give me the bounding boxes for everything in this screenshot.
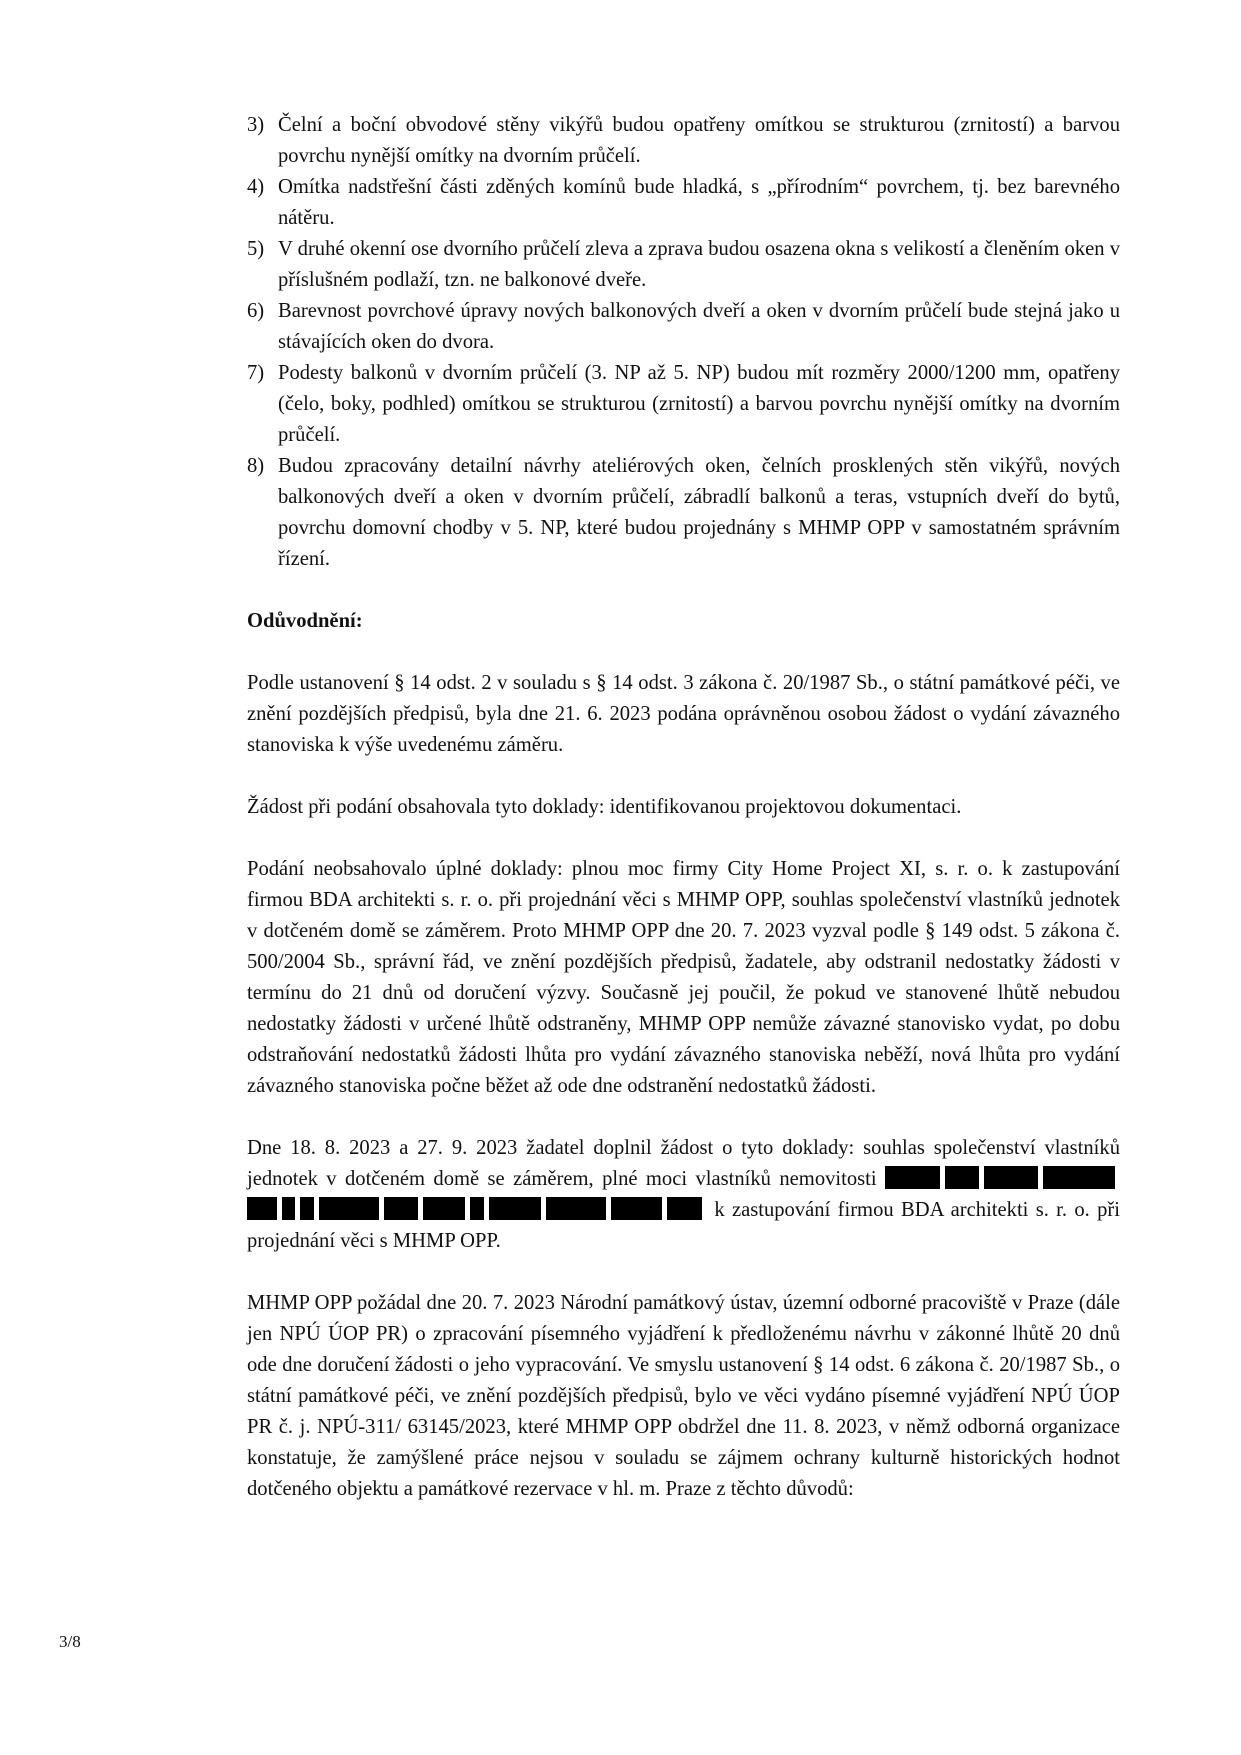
list-item (247, 296, 1120, 358)
list-item (247, 358, 1120, 451)
list-item (247, 172, 1120, 234)
paragraph-supplemented-start: Dne 18. 8. 2023 a 27. 9. 2023 žadatel doplnil žádost o tyto doklady: souhlas společenství vlastníků jednotek v dotčeném domě se záměrem, plné moci vlastníků nemovitosti (247, 1137, 1120, 1190)
list-item (247, 234, 1120, 296)
redaction-block (945, 1166, 979, 1189)
list-item-number: 8) (247, 455, 265, 477)
page-number: 3/8 (59, 1632, 81, 1651)
redaction-block (984, 1166, 1038, 1189)
list-item-text: Podesty balkonů v dvorním průčelí (3. NP až 5. NP) budou mít rozměry 2000/1200 mm, opatřeny (čelo, boky, podhled) omítkou se strukturou (zrnitostí) a barvou povrchu nynější omítky na dvorním průčelí. (278, 362, 1120, 446)
list-item (247, 451, 1120, 575)
paragraph-npu-opinion: MHMP OPP požádal dne 20. 7. 2023 Národní památkový ústav, územní odborné pracoviště v Praze (dále jen NPÚ ÚOP PR) o zpracování písemného vyjádření k předloženému návrhu v zákonné lhůtě 20 dnů ode dne doručení žádosti o jeho vypracování. Ve smyslu ustanovení § 14 odst. 6 zákona č. 20/1987 Sb., o státní památkové péči, ve znění pozdějších předpisů, bylo ve věci vydáno písemné vyjádření NPÚ ÚOP PR č. j. NPÚ-311/ 63145/2023, které MHMP OPP obdržel dne 11. 8. 2023, v němž odborná organizace konstatuje, že zamýšlené práce nejsou v souladu se zájmem ochrany kulturně historických hodnot dotčeného objektu a památkové rezervace v hl. m. Praze z těchto důvodů: (247, 1292, 1120, 1500)
document-body (247, 110, 1120, 1505)
redaction-block (282, 1197, 295, 1220)
paragraph-legal-basis: Podle ustanovení § 14 odst. 2 v souladu s § 14 odst. 3 zákona č. 20/1987 Sb., o státní památkové péči, ve znění pozdějších předpisů, byla dne 21. 6. 2023 podána oprávněnou osobou žádost o vydání závazného stanoviska k výše uvedenému záměru. (247, 672, 1120, 756)
list-item-number: 6) (247, 300, 265, 322)
list-item-number: 4) (247, 176, 265, 198)
list-item-number: 5) (247, 238, 265, 260)
list-item-text: Budou zpracovány detailní návrhy ateliérových oken, čelních prosklených stěn vikýřů, nových balkonových dveří a oken v dvorním průčelí, zábradlí balkonů a teras, vstupních dveří do bytů, povrchu domovní chodby v 5. NP, které budou projednány s MHMP OPP v samostatném správním řízení. (278, 455, 1120, 570)
redaction-block (319, 1197, 379, 1220)
redaction-block (611, 1197, 662, 1220)
paragraph-supplemented-documents (247, 1133, 1120, 1257)
redaction-block (247, 1197, 277, 1220)
list-item-text: Čelní a boční obvodové stěny vikýřů budou opatřeny omítkou se strukturou (zrnitostí) a barvou povrchu nynější omítky na dvorním průčelí. (278, 114, 1120, 167)
list-item-number: 7) (247, 362, 265, 384)
paragraph-missing-documents: Podání neobsahovalo úplné doklady: plnou moc firmy City Home Project XI, s. r. o. k zastupování firmou BDA architekti s. r. o. při projednání věci s MHMP OPP, souhlas společenství vlastníků jednotek v dotčeném domě se záměrem. Proto MHMP OPP dne 20. 7. 2023 vyzval podle § 149 odst. 5 zákona č. 500/2004 Sb., správní řád, ve znění pozdějších předpisů, žadatele, aby odstranil nedostatky žádosti v termínu do 21 dnů od doručení výzvy. Současně jej poučil, že pokud ve stanovené lhůtě nebudou nedostatky žádosti v určené lhůtě odstraněny, MHMP OPP nemůže závazné stanovisko vydat, po dobu odstraňování nedostatků žádosti lhůta pro vydání závazného stanoviska neběží, nová lhůta pro vydání závazného stanoviska počne běžet až ode dne odstranění nedostatků žádosti. (247, 858, 1120, 1097)
redaction-block (667, 1197, 702, 1220)
section-heading: Odůvodnění: (247, 610, 363, 632)
paragraph-supplemented-end: k zastupování firmou BDA architekti s. r. o. při projednání věci s MHMP OPP. (247, 1199, 1121, 1252)
list-item-text: V druhé okenní ose dvorního průčelí zleva a zprava budou osazena okna s velikostí a členěním oken v příslušném podlaží, tzn. ne balkonové dveře. (278, 238, 1120, 291)
redaction-block (300, 1197, 314, 1220)
redaction-block (489, 1197, 541, 1220)
redaction-block (1043, 1166, 1115, 1189)
redaction-block (470, 1197, 484, 1220)
conditions-list (247, 110, 1120, 575)
list-item-text: Barevnost povrchové úpravy nových balkonových dveří a oken v dvorním průčelí bude stejná jako u stávajících oken do dvora. (278, 300, 1120, 353)
list-item-text: Omítka nadstřešní části zděných komínů bude hladká, s „přírodním“ povrchem, tj. bez barevného nátěru. (278, 176, 1120, 229)
list-item-number: 3) (247, 114, 265, 136)
redaction-block (384, 1197, 418, 1220)
list-item (247, 110, 1120, 172)
redaction-block (423, 1197, 465, 1220)
redaction-block (885, 1166, 940, 1189)
redaction-block (546, 1197, 606, 1220)
paragraph-submitted-documents: Žádost při podání obsahovala tyto doklady: identifikovanou projektovou dokumentaci. (247, 796, 962, 818)
